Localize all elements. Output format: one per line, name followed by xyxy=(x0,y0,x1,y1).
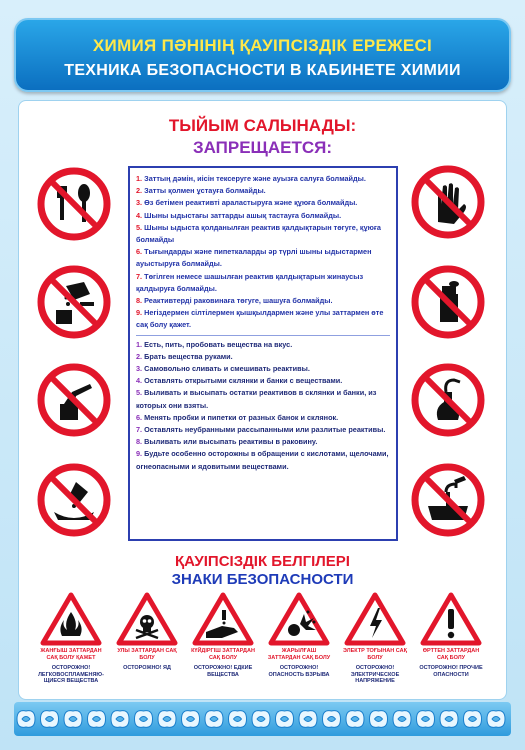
rule-kk: 2. Затты қолмен ұстауға болмайды. xyxy=(136,186,266,196)
hazard-sign-explosive: ЖАРЫЛҒАШ ЗАТТАРДАН САҚ БОЛУ ОСТОРОЖНО! ОПАСНОСТЬ ВЗРЫВА xyxy=(265,592,333,678)
rule-ru: 7. Оставлять неубранными рассыпанными или разлитые реактивы. xyxy=(136,425,386,435)
rules-divider xyxy=(136,335,390,336)
ornament-motif xyxy=(88,711,106,728)
header-title-ru: ТЕХНИКА БЕЗОПАСНОСТИ В КАБИНЕТЕ ХИМИИ xyxy=(64,62,461,79)
exclamation-icon xyxy=(420,592,482,646)
ornament-motif xyxy=(299,711,317,728)
rule-ru: 3. Самовольно сливать и смешивать реактивы. xyxy=(136,364,310,374)
ornament-motif xyxy=(464,711,482,728)
ornament-motif xyxy=(17,711,35,728)
rule-kk: 3. Өз бетімен реактивті араластыруға және құюға болмайды. xyxy=(136,198,358,208)
rule-kk: 7. Төгілген немесе шашылған реактив қалдықтарын жинаусыз қалдыруға болмайды. xyxy=(136,271,364,293)
hazard-sign-corrosive: КҮЙДІРГІШ ЗАТТАРДАН САҚ БОЛУ ОСТОРОЖНО! ЕДКИЕ ВЕЩЕСТВА xyxy=(189,592,257,678)
rule-kk: 9. Негіздермен сілтілермен қышқылдармен және улы заттармен өте сақ болу қажет. xyxy=(136,308,384,330)
rule-ru: 6. Менять пробки и пипетки от разных банок и склянок. xyxy=(136,412,339,422)
explosion-icon xyxy=(268,592,330,646)
skull-icon xyxy=(116,592,178,646)
rule-kk: 6. Тығындарды және пипеткаларды әр түрлі шыны ыдыстармен ауыстыруға болмайды. xyxy=(136,247,372,269)
no-open-jars-sign-icon xyxy=(410,264,486,340)
ornament-motif xyxy=(370,711,388,728)
ornament-motif xyxy=(346,711,364,728)
rule-ru: 9. Будьте особенно осторожны в обращении с кислотами, щелочами, огнеопасными и ядовитыми веществами. xyxy=(136,449,389,471)
no-touching-sign-icon xyxy=(410,164,486,240)
header-banner xyxy=(14,18,511,92)
ornament-footer xyxy=(14,702,511,736)
ornament-motif xyxy=(417,711,435,728)
ornament-motif xyxy=(158,711,176,728)
rule-ru: 4. Оставлять открытыми склянки и банки с веществами. xyxy=(136,376,343,386)
ornament-motif xyxy=(323,711,341,728)
rules-list-ru xyxy=(136,339,390,473)
ornament-motif xyxy=(229,711,247,728)
ornament-pattern-icon xyxy=(14,702,511,736)
ornament-motif xyxy=(111,711,129,728)
ornament-motif xyxy=(393,711,411,728)
rule-kk: 4. Шыны ыдыстағы заттарды ашық тастауға болмайды. xyxy=(136,210,342,220)
no-pouring-sign-icon xyxy=(36,264,112,340)
ornament-motif xyxy=(41,711,59,728)
no-sink-disposal-sign-icon xyxy=(410,462,486,538)
hazard-sign-electric: ЭЛЕКТР ТОҒЫНАН САҚ БОЛУ ОСТОРОЖНО! ЭЛЕКТРИЧЕСКОЕ НАПРЯЖЕНИЕ xyxy=(341,592,409,685)
corrosive-hand-icon xyxy=(192,592,254,646)
rule-ru: 2. Брать вещества руками. xyxy=(136,351,233,361)
rule-ru: 8. Выливать или высыпать реактивы в раковину. xyxy=(136,437,318,447)
no-tasting-sign-icon xyxy=(36,362,112,438)
rule-kk: 1. Заттың дәмін, иісін тексеруге және ауызға салуға болмайды. xyxy=(136,174,366,183)
safety-signs-title-kk: ҚАУІПСІЗДІК БЕЛГІЛЕРІ xyxy=(175,553,350,570)
rules-list-kk xyxy=(136,173,390,332)
ornament-motif xyxy=(205,711,223,728)
forbidden-title-ru: ЗАПРЕЩАЕТСЯ: xyxy=(192,138,333,157)
rule-kk: 5. Шыны ыдыста қолданылған реактив қалдықтарын төгуге, құюға болмайды xyxy=(136,222,381,245)
ornament-motif xyxy=(487,711,505,728)
rule-kk: 8. Реактивтерді раковинаға төгуге, шашуға болмайды. xyxy=(136,296,333,306)
safety-signs-title-ru: ЗНАКИ БЕЗОПАСНОСТИ xyxy=(171,571,354,588)
ornament-motif xyxy=(440,711,458,728)
hazard-sign-other: ӨРТТЕН ЗАТТАРДАН САҚ БОЛУ ОСТОРОЖНО! ПРОЧИЕ ОПАСНОСТИ xyxy=(417,592,485,678)
lightning-icon xyxy=(344,592,406,646)
hazard-sign-flammable: ЖАНҒЫШ ЗАТТАРДАН САҚ БОЛУ ҚАЖЕТ ОСТОРОЖНО! ЛЕГКОВОСПЛАМЕНЯЮ-ЩИЕСЯ ВЕЩЕСТВА xyxy=(37,592,105,685)
ornament-motif xyxy=(252,711,270,728)
ornament-motif xyxy=(182,711,200,728)
no-mixing-sign-icon xyxy=(36,462,112,538)
forbidden-title-kk: ТЫЙЫМ САЛЫНАДЫ: xyxy=(168,116,357,135)
no-eating-sign-icon xyxy=(36,166,112,242)
ornament-motif xyxy=(64,711,82,728)
ornament-motif xyxy=(135,711,153,728)
header-title-kk: ХИМИЯ ПӘНІНІҢ ҚАУІПСІЗДІК ЕРЕЖЕСІ xyxy=(92,36,433,55)
rule-ru: 5. Выливать и высыпать остатки реактивов в склянки и банки, из которых они взяты. xyxy=(136,388,377,410)
hazard-sign-poison: УЛЫ ЗАТТАРДАН САҚ БОЛУ ОСТОРОЖНО! ЯД xyxy=(113,592,181,672)
rules-box xyxy=(128,166,398,541)
ornament-motif xyxy=(276,711,294,728)
no-pipette-swap-sign-icon xyxy=(410,362,486,438)
rule-ru: 1. Есть, пить, пробовать вещества на вкус. xyxy=(136,339,293,349)
flame-icon xyxy=(40,592,102,646)
